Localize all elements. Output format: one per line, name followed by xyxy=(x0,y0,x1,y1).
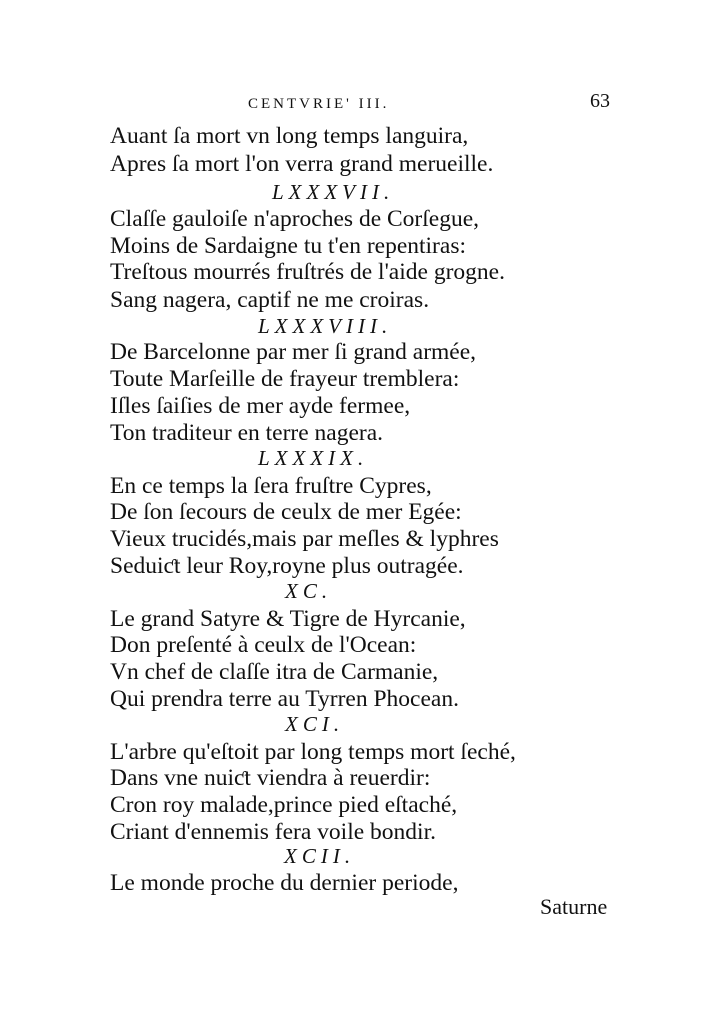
verse-line: De Barcelonne par mer ſi grand armée, xyxy=(110,339,477,365)
verse-line: Qui prendra terre au Tyrren Phocean. xyxy=(110,686,459,712)
verse-line: Don preſenté à ceulx de l'Ocean: xyxy=(110,632,417,658)
verse-line: Dans vne nuiƈt viendra à reuerdir: xyxy=(110,765,431,791)
quatrain-number: LXXXVIII. xyxy=(258,314,393,338)
verse-line: Toute Marſeille de frayeur tremblera: xyxy=(110,366,460,392)
quatrain-number: XCI. xyxy=(285,712,345,736)
verse-line: Claſſe gauloiſe n'aproches de Corſegue, xyxy=(110,206,480,232)
verse-line: Criant d'ennemis fera voile bondir. xyxy=(110,819,436,845)
verse-line: Le monde proche du dernier periode, xyxy=(110,870,459,896)
verse-line: Iſles ſaiſies de mer ayde fermee, xyxy=(110,393,411,419)
verse-line: Ton traditeur en terre nagera. xyxy=(110,420,384,446)
verse-line: Vieux trucidés,mais par meſles & lyphres xyxy=(110,526,499,552)
quatrain-number: XCII. xyxy=(284,844,356,868)
verse-line: De ſon ſecours de ceulx de mer Egée: xyxy=(110,499,462,525)
verse-line: Treſtous mourrés fruſtrés de l'aide grogne. xyxy=(110,259,505,285)
running-head: CENTVRIE' III. xyxy=(248,96,390,112)
verse-line: Le grand Satyre & Tigre de Hyrcanie, xyxy=(110,606,466,632)
verse-line: L'arbre qu'eſtoit par long temps mort ſeché, xyxy=(110,739,516,765)
verse-line: Auant ſa mort vn long temps languira, xyxy=(110,123,469,149)
verse-line: Sang nagera, captif ne me croiras. xyxy=(110,287,430,313)
verse-line: Vn chef de claſſe itra de Carmanie, xyxy=(110,659,439,685)
page-number: 63 xyxy=(590,90,610,112)
verse-line: Apres ſa mort l'on verra grand merueille. xyxy=(110,151,494,177)
quatrain-number: LXXXIX. xyxy=(258,446,369,470)
verse-line: Moins de Sardaigne tu t'en repentiras: xyxy=(110,233,466,259)
verse-line: Seduiƈt leur Roy,royne plus outragée. xyxy=(110,553,464,579)
catchword: Saturne xyxy=(540,894,608,919)
quatrain-number: LXXXVII. xyxy=(272,180,395,204)
quatrain-number: XC. xyxy=(285,579,333,603)
verse-line: En ce temps la ſera fruſtre Cypres, xyxy=(110,473,432,499)
verse-line: Cron roy malade,prince pied eſtaché, xyxy=(110,792,458,818)
